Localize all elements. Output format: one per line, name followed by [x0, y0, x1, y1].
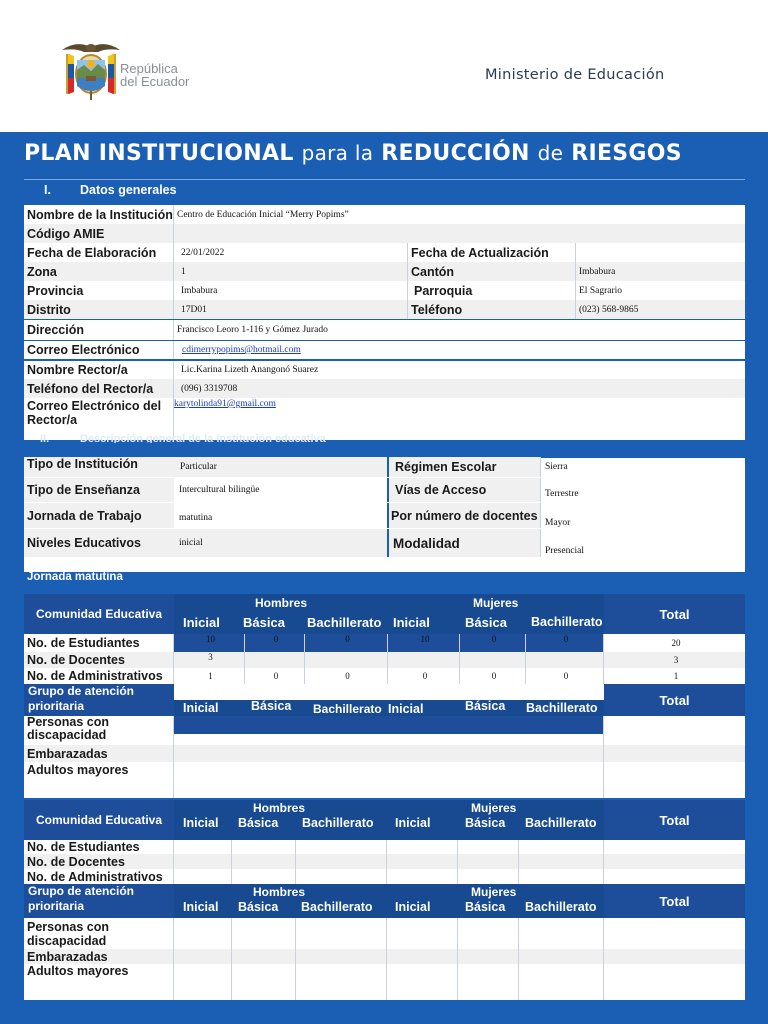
value-distrito: 17D01: [174, 300, 408, 319]
value-nombre-institucion: Centro de Educación Inicial “Merry Popims”: [177, 209, 349, 220]
row-fecha: [24, 243, 745, 262]
t2b-adu-h-bachillerato: [296, 964, 387, 1000]
t1b-label-embarazadas: Embarazadas: [24, 745, 174, 762]
t2-est-h-bachillerato: [296, 840, 387, 854]
t1-est-h-inicial: 10: [174, 634, 245, 652]
t1-adm-h-basica: 0: [245, 668, 305, 684]
label-direccion: Dirección: [24, 320, 174, 340]
t2b-adu-m-inicial: [387, 964, 458, 1000]
table2b-row-discapacidad: [24, 918, 745, 949]
row-telefono-rector: [24, 379, 745, 398]
table1b-m-bachillerato: Bachillerato: [526, 701, 598, 715]
value-correo-rector-link[interactable]: karytolinda91@gmail.com: [174, 399, 276, 409]
t1-est-m-basica: 0: [460, 634, 526, 652]
label-vias-acceso: Vías de Acceso: [387, 478, 541, 502]
t2b-emb-h-inicial: [174, 949, 232, 964]
table2b-h-basica: Básica: [238, 900, 279, 914]
table1-row-estudiantes: [24, 634, 745, 652]
t2-est-m-bachillerato: [519, 840, 604, 854]
t1-adm-m-basica: 0: [460, 668, 526, 684]
table1-m-bachillerato: Bachillerato: [531, 615, 603, 629]
table1-h-bachillerato: Bachillerato: [307, 615, 382, 630]
t1-adm-total: 1: [673, 671, 679, 681]
label-tipo-institucion: Tipo de Institución: [24, 457, 174, 477]
table2-h-basica: Básica: [238, 816, 279, 830]
value-telefono-rector: (096) 3319708: [181, 383, 238, 394]
jornada-heading: Jornada matutina: [27, 571, 123, 583]
t2b-dis-m-basica: [458, 918, 519, 949]
title-divider: [24, 179, 745, 180]
t2-doc-h-basica: [232, 854, 296, 869]
t1-adm-h-bachillerato: 0: [305, 668, 388, 684]
table1b-h-inicial: Inicial: [183, 701, 219, 715]
t1-est-h-basica: 0: [245, 634, 305, 652]
t1-doc-m-bachillerato: [526, 652, 604, 668]
label-parroquia: Parroquia: [408, 281, 576, 300]
t1-doc-m-basica: [460, 652, 526, 668]
table2-h-inicial: Inicial: [183, 816, 219, 830]
t2b-dis-m-inicial: [387, 918, 458, 949]
t1-doc-total: 3: [673, 655, 679, 665]
value-provincia: Imbabura: [174, 281, 408, 300]
value-telefono: (023) 568-9865: [579, 304, 639, 315]
t1b-embarazadas-total: [604, 745, 745, 762]
row-nombre-institucion: [24, 205, 745, 224]
republica-del-ecuador-wordmark: República del Ecuador: [120, 61, 190, 89]
t2b-label-adultos: Adultos mayores: [24, 964, 174, 1000]
t2b-emb-m-basica: [458, 949, 519, 964]
value-niveles-educativos: inicial: [174, 529, 387, 557]
table2b-m-bachillerato: Bachillerato: [525, 900, 597, 914]
value-modalidad: Presencial: [545, 546, 585, 556]
t1-adm-m-inicial: 0: [388, 668, 460, 684]
table1b-row-embarazadas: [24, 745, 745, 762]
value-codigo-amie: [174, 224, 745, 243]
t1-est-m-inicial: 10: [388, 634, 460, 652]
t1b-label-discapacidad: Personas con discapacidad: [24, 716, 174, 745]
value-parroquia: El Sagrario: [579, 285, 623, 296]
table1b-grupo-header: Grupo de atención prioritaria: [24, 684, 174, 716]
page-header: [0, 0, 768, 132]
t2-est-m-basica: [458, 840, 519, 854]
table1-hombres: Hombres: [255, 596, 308, 610]
table2-m-bachillerato: Bachillerato: [525, 816, 597, 830]
value-rector: Lic.Karina Lizeth Anangonó Suarez: [181, 365, 319, 375]
value-tipo-institucion: Particular: [174, 457, 387, 477]
t2b-emb-m-bachillerato: [519, 949, 604, 964]
t2b-dis-m-bachillerato: [519, 918, 604, 949]
t2b-dis-h-bachillerato: [296, 918, 387, 949]
table2b-h-bachillerato: Bachillerato: [301, 900, 373, 914]
t1-label-administrativos: No. de Administrativos: [24, 668, 174, 684]
table2b-m-basica: Básica: [465, 900, 506, 914]
t2b-emb-m-inicial: [387, 949, 458, 964]
row-distrito: [24, 300, 745, 319]
table2-comunidad-header: Comunidad Educativa: [24, 800, 174, 840]
table2b-row-adultos: [24, 964, 745, 1000]
table1b-blank-row: [174, 684, 604, 700]
t1-doc-h-bachillerato: [305, 652, 388, 668]
label-rector: Nombre Rector/a: [24, 361, 174, 379]
t2-est-h-basica: [232, 840, 296, 854]
value-direccion: Francisco Leoro 1-116 y Gómez Jurado: [177, 325, 328, 335]
t2-doc-total: [604, 854, 745, 869]
label-por-numero-docentes: Por número de docentes: [387, 503, 541, 528]
label-codigo-amie: Código AMIE: [24, 224, 174, 243]
value-vias-acceso: Terrestre: [545, 489, 579, 499]
t2b-adu-m-basica: [458, 964, 519, 1000]
t2-adm-h-inicial: [174, 869, 232, 884]
t2-adm-total: [604, 869, 745, 884]
t2b-adu-total: [604, 964, 745, 1000]
t2b-emb-total: [604, 949, 745, 964]
t2-doc-m-basica: [458, 854, 519, 869]
t1b-embarazadas-values: [174, 745, 604, 762]
value-canton: Imbabura: [579, 266, 616, 277]
table2-m-inicial: Inicial: [395, 816, 431, 830]
table1-m-basica: Básica: [465, 615, 507, 630]
t1b-discapacidad-values: [174, 716, 604, 745]
t2b-dis-total: [604, 918, 745, 949]
label-tipo-ensenanza: Tipo de Enseñanza: [24, 478, 174, 502]
label-fecha-elaboracion: Fecha de Elaboración: [24, 243, 174, 262]
row-provincia: [24, 281, 745, 300]
t1b-label-adultos: Adultos mayores: [24, 762, 174, 798]
t1-est-total: 20: [671, 638, 681, 648]
table2-row-estudiantes: [24, 840, 745, 854]
t2b-emb-h-basica: [232, 949, 296, 964]
label-jornada-trabajo: Jornada de Trabajo: [24, 503, 174, 528]
value-correo-link[interactable]: cdimerrypopims@hotmail.com: [182, 345, 301, 355]
t1-est-h-bachillerato: 0: [305, 634, 388, 652]
section-1-number: I.: [44, 183, 51, 197]
table2b-m-inicial: Inicial: [395, 900, 431, 914]
table2b-hombres: Hombres: [253, 885, 306, 899]
table2-m-basica: Básica: [465, 816, 506, 830]
value-fecha-elaboracion: 22/01/2022: [174, 243, 408, 262]
label-provincia: Provincia: [24, 281, 174, 300]
t1-label-estudiantes: No. de Estudiantes: [24, 634, 174, 652]
t2b-emb-h-bachillerato: [296, 949, 387, 964]
section-1-heading: Datos generales: [80, 183, 177, 197]
table1-m-inicial: Inicial: [393, 615, 430, 630]
section-2-number: II.: [40, 433, 50, 443]
table1-row-docentes: [24, 652, 745, 668]
label-telefono: Teléfono: [408, 300, 576, 319]
table2-header: [24, 800, 745, 840]
t2-adm-m-inicial: [387, 869, 458, 884]
t2-doc-m-inicial: [387, 854, 458, 869]
table1b-m-inicial: Inicial: [388, 702, 424, 716]
row-tipo-ensenanza: [24, 478, 745, 502]
row-niveles-educativos: [24, 529, 745, 557]
value-por-numero-docentes: Mayor: [545, 517, 571, 528]
t2b-dis-h-basica: [232, 918, 296, 949]
row-rector: [24, 360, 745, 379]
table1-total-header: Total: [604, 594, 745, 634]
table1-comunidad-header: Comunidad Educativa: [24, 594, 174, 634]
row-tipo-institucion: [24, 457, 745, 477]
t2b-label-discapacidad: Personas con discapacidad: [24, 918, 174, 949]
table1b-h-bachillerato: Bachillerato: [313, 702, 382, 716]
value-jornada-trabajo: matutina: [174, 503, 387, 528]
t2-est-h-inicial: [174, 840, 232, 854]
t2-label-docentes: No. de Docentes: [24, 854, 174, 869]
table2-h-bachillerato: Bachillerato: [302, 816, 374, 830]
t2-adm-m-bachillerato: [519, 869, 604, 884]
value-fecha-actualizacion: [576, 243, 745, 262]
label-distrito: Distrito: [24, 300, 174, 319]
page-title: PLAN INSTITUCIONAL para la REDUCCIÓN de RIESGOS: [24, 141, 682, 166]
table1b-h-basica: Básica: [251, 699, 292, 713]
t2-label-administrativos: No. de Administrativos: [24, 869, 174, 884]
table1b-total-header: Total: [604, 684, 745, 716]
label-fecha-actualizacion: Fecha de Actualización: [408, 243, 576, 262]
table1b-row-discapacidad: [24, 716, 745, 745]
label-modalidad: Modalidad: [387, 529, 541, 557]
table2-mujeres: Mujeres: [471, 801, 517, 815]
t2b-dis-h-inicial: [174, 918, 232, 949]
value-zona: 1: [174, 262, 408, 281]
table1b-m-basica: Básica: [465, 699, 506, 713]
table2b-grupo-header: Grupo de atención prioritaria: [24, 884, 174, 918]
t1-adm-h-inicial: 1: [174, 668, 245, 684]
table2b-total-header: Total: [604, 884, 745, 918]
t2-adm-h-basica: [232, 869, 296, 884]
value-tipo-ensenanza: Intercultural bilingüe: [174, 478, 387, 502]
table1-row-administrativos: [24, 668, 745, 684]
label-canton: Cantón: [408, 262, 576, 281]
table2-total-header: Total: [604, 800, 745, 840]
row-correo: [24, 340, 745, 359]
ecuador-coat-of-arms-icon: [60, 38, 122, 102]
table2b-mujeres: Mujeres: [471, 885, 517, 899]
row-codigo-amie: [24, 224, 745, 243]
t1-doc-m-inicial: [388, 652, 460, 668]
table2b-h-inicial: Inicial: [183, 900, 219, 914]
ministerio-wordmark: Ministerio de Educación: [485, 67, 665, 83]
table1-h-basica: Básica: [243, 615, 285, 630]
t2-est-m-inicial: [387, 840, 458, 854]
value-regimen-escolar: Sierra: [545, 462, 568, 472]
t2b-adu-m-bachillerato: [519, 964, 604, 1000]
table2-row-administrativos: [24, 869, 745, 884]
t2b-adu-h-inicial: [174, 964, 232, 1000]
t2-label-estudiantes: No. de Estudiantes: [24, 840, 174, 854]
t1b-adultos-values: [174, 762, 604, 798]
t2-doc-h-inicial: [174, 854, 232, 869]
section-2-heading: Descripción general de la institución educativa: [80, 433, 326, 443]
t1-doc-h-inicial: 3: [174, 652, 245, 668]
table1-mujeres: Mujeres: [473, 596, 519, 610]
table1b-header: [24, 684, 745, 716]
table1b-row-adultos: [24, 762, 745, 798]
label-niveles-educativos: Niveles Educativos: [24, 529, 174, 557]
t1b-discapacidad-total: [604, 716, 745, 745]
table2b-header: [24, 884, 745, 918]
label-nombre-institucion: Nombre de la Institución: [24, 205, 174, 224]
t2-adm-h-bachillerato: [296, 869, 387, 884]
t2-est-total: [604, 840, 745, 854]
t2b-adu-h-basica: [232, 964, 296, 1000]
label-zona: Zona: [24, 262, 174, 281]
t2-adm-m-basica: [458, 869, 519, 884]
t1-label-docentes: No. de Docentes: [24, 652, 174, 668]
row-jornada-trabajo: [24, 503, 745, 528]
table1-header: [24, 594, 745, 634]
label-correo-rector: Correo Electrónico del Rector/a: [24, 398, 174, 440]
table2-row-docentes: [24, 854, 745, 869]
label-telefono-rector: Teléfono del Rector/a: [24, 379, 174, 398]
label-correo: Correo Electrónico: [24, 341, 174, 359]
t1-adm-m-bachillerato: 0: [526, 668, 604, 684]
row-direccion: [24, 320, 745, 340]
row-zona: [24, 262, 745, 281]
label-regimen-escolar: Régimen Escolar: [387, 457, 541, 477]
t1-doc-h-basica: [245, 652, 305, 668]
t1-est-m-bachillerato: 0: [526, 634, 604, 652]
table2-hombres: Hombres: [253, 801, 306, 815]
table2b-row-embarazadas: [24, 949, 745, 964]
t2-doc-h-bachillerato: [296, 854, 387, 869]
t2-doc-m-bachillerato: [519, 854, 604, 869]
t1b-adultos-total: [604, 762, 745, 798]
t2b-label-embarazadas: Embarazadas: [24, 949, 174, 964]
table1-h-inicial: Inicial: [183, 615, 220, 630]
